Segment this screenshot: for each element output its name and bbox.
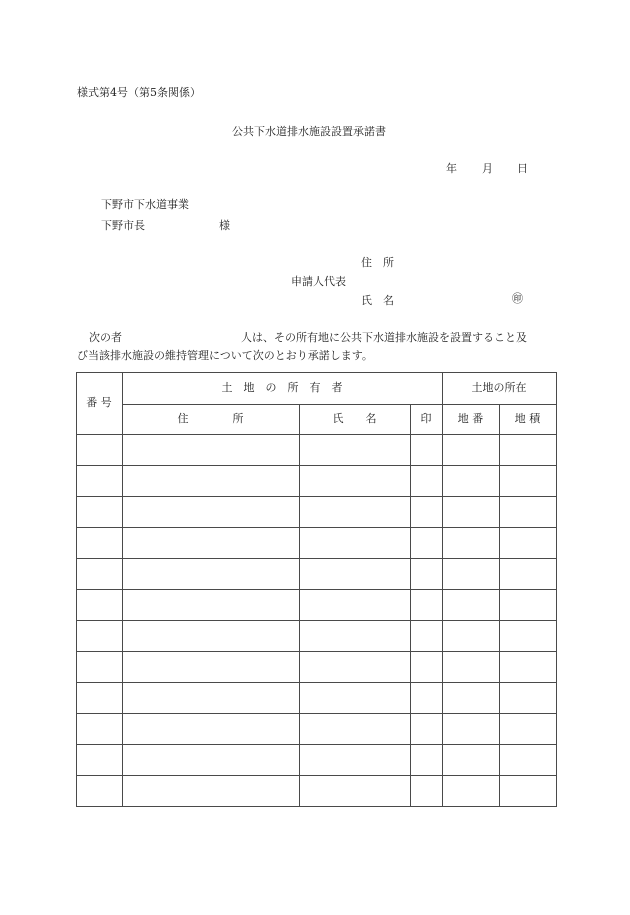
column-header: 地 番 [457,412,484,425]
row-line [76,558,556,559]
body-text-line2: び当該排水施設の維持管理について次のとおり承諾します。 [77,349,373,362]
addressee-honorific: 様 [219,219,230,232]
body-text-line1-end: 人は、その所有地に公共下水道排水施設を設置すること及 [241,331,527,344]
table-border-right [556,372,557,806]
header-land-owner: 土 地 の 所 有 者 [221,381,343,394]
column-header: 住 所 [177,412,244,425]
table-border-top [76,372,556,373]
date-year-label: 年 [446,162,457,175]
header-number: 番 号 [86,396,112,409]
row-line [76,620,556,621]
document-title: 公共下水道排水施設設置承諾書 [232,125,386,138]
row-line [76,465,556,466]
column-header: 印 [420,412,432,425]
row-line [76,775,556,776]
row-line [76,744,556,745]
form-number: 様式第4号（第5条関係） [77,86,201,99]
row-line [76,651,556,652]
date-day-label: 日 [517,162,528,175]
body-text-line1-start: 次の者 [89,331,122,344]
row-line [76,496,556,497]
row-line [76,589,556,590]
header-divider-line [122,404,556,405]
row-line [76,682,556,683]
column-header: 地 積 [514,412,541,425]
column-header: 氏 名 [332,412,377,425]
header-bottom-line [76,434,556,435]
row-line [76,713,556,714]
addressee-organization: 下野市下水道事業 [101,198,189,211]
applicant-address-label: 住 所 [361,256,394,269]
date-month-label: 月 [482,162,493,175]
seal-mark: ㊞ [512,292,523,305]
applicant-name-label: 氏 名 [361,294,394,307]
applicant-representative-label: 申請人代表 [291,275,346,288]
table-border-bottom [76,806,557,807]
row-line [76,527,556,528]
addressee-mayor: 下野市長 [101,219,145,232]
header-land-location: 土地の所在 [471,381,527,394]
